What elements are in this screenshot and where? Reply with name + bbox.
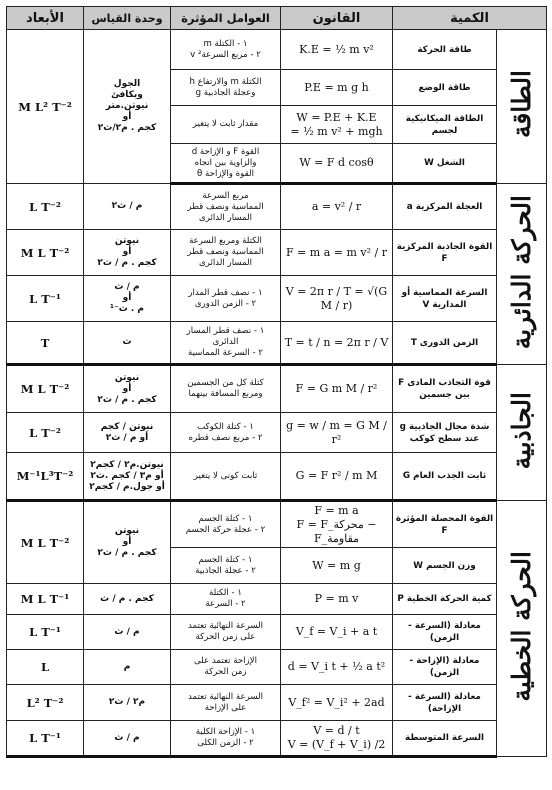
dimensions-cell [7,276,84,322]
group-title: الطاقة [507,70,536,139]
dimensions-cell [7,184,84,230]
law-cell-line: P = m v [314,592,359,605]
quantity-cell [393,615,497,650]
group-title: الجاذبية [507,391,536,470]
group-label-cell [497,501,547,757]
law-cell [281,721,393,757]
law-cell-line: F = m a = m v² / r [285,245,388,259]
quantity-cell [393,584,497,615]
dimensions-cell-line: L T⁻² [29,425,61,440]
unit-cell-line: نيوتن / كجم [100,421,154,432]
quantity-cell-line: معادلة (الإزاحة - الزمن) [409,656,480,678]
law-cell [281,413,393,453]
quantity-cell-line: معادلة (السرعة - الزمن) [408,621,481,643]
law-cell [281,453,393,501]
factors-cell [171,276,281,322]
law-cell [281,685,393,721]
quantity-cell-line: السرعة المتوسطة [404,733,485,743]
law-cell-line: g = w / m = G M / r² [286,418,387,446]
factors-cell-line: ومربع المسافة بينهما [188,389,263,399]
factors-cell-line: ٢ - السرعة المماسية [187,348,264,358]
unit-cell-line: نيوتن.متر [105,101,149,111]
factors-cell-line: ١ - كتلة الجسم [198,513,253,524]
law-cell [281,230,393,276]
unit-cell-line: كجم . م٢/ث٢ [97,123,157,133]
dimensions-cell [7,413,84,453]
unit-cell [84,584,171,615]
unit-cell [84,365,171,413]
factors-cell-line: الكتلة m والارتفاع h [189,76,262,87]
factors-cell-line: ١ - الكتلة m [203,38,248,49]
factors-cell-line: ١ - كتلة الجسم [198,554,253,565]
unit-cell-line: أو [122,293,132,303]
factors-cell-line: زمن الحركة [204,667,247,677]
unit-cell [84,230,171,276]
quantity-cell [393,365,497,413]
dimensions-cell-line: L² T⁻² [26,695,64,710]
factors-cell [171,453,281,501]
dimensions-cell-line: T [40,335,50,350]
quantity-cell [393,106,497,144]
factors-cell [171,184,281,230]
unit-cell-line: أو [122,383,132,394]
factors-cell-line: وعجلة الجاذبية g [195,87,256,98]
law-cell-line: F = m a [314,503,359,517]
law-cell-line: P.E = m g h [304,80,369,94]
quantity-cell [393,184,497,230]
unit-cell-line: م . ث⁻¹ [109,304,145,314]
factors-cell [171,365,281,413]
quantity-cell-line: معادلة (السرعة - الإزاحة) [408,691,481,714]
quantity-cell [393,453,497,501]
quantity-cell [393,650,497,685]
quantity-cell [393,322,497,365]
factors-cell-line: كتلة كل من الجسمين [187,378,264,388]
factors-cell-line: على الإزاحة [204,702,247,713]
unit-cell [84,615,171,650]
unit-cell-line: م [123,661,131,672]
law-cell-line: V_f = V_i + a t [295,625,378,638]
factors-cell [171,721,281,757]
dimensions-cell [7,30,84,184]
dimensions-cell [7,685,84,721]
factors-cell-line: الكتلة ومربع السرعة [189,236,262,246]
table-row [7,322,547,365]
factors-cell-line: مربع السرعة [202,190,249,201]
dimensions-cell [7,584,84,615]
factors-cell-line: ١ - كتلة الكوكب [197,421,254,432]
quantity-cell-line: السرعة المماسية أو المدارية V [401,287,488,310]
quantity-cell-line: الزمن الدورى T [410,337,479,348]
factors-cell-line: ٢ - مربع السرعة² v [190,49,261,60]
quantity-cell [393,685,497,721]
unit-cell-line: أو جول.م / كجم٢ [89,481,165,492]
unit-cell-line: ث [122,337,132,347]
table-row [7,276,547,322]
dimensions-cell-line: L [40,660,50,674]
law-cell-line: V = 2π r / T = √(G M / r) [285,284,388,312]
law-cell [281,615,393,650]
factors-cell [171,70,281,106]
factors-cell-line: والزاوية بين اتجاه [194,157,257,168]
table-row [7,721,547,757]
unit-cell-line: الجول [113,79,141,89]
unit-cell-line: أو م / ث٢ [105,432,149,443]
unit-cell-line: كجم . م / ث [100,593,154,604]
table-row [7,365,547,413]
factors-cell-line: الإزاحة تعتمد على [194,656,257,666]
header-quantity: الكمية [393,7,547,30]
law-cell [281,548,393,584]
table-row [7,184,547,230]
quantity-cell-line: الشغل W [424,158,465,168]
factors-cell-line: ٢ - عجلة حركة الجسم [185,524,266,535]
dimensions-cell [7,365,84,413]
table-row [7,650,547,685]
quantity-cell-line: ثابت الجذب العام G [402,471,487,481]
factors-cell-line: على زمن الحركة [195,632,256,642]
dimensions-cell [7,322,84,365]
unit-cell-line: أو م٣ / كجم .ث٢ [90,470,164,481]
table-row [7,453,547,501]
table-row [7,30,547,70]
factors-cell [171,615,281,650]
factors-cell-line: السرعة النهائية تعتمد [188,691,263,702]
factors-cell [171,230,281,276]
quantity-cell-line: العجلة المركزية a [406,202,483,212]
unit-cell-line: كجم . م / ث٢ [97,548,157,558]
unit-cell [84,322,171,365]
factors-cell-line: ١ - نصف قطر المسار [186,326,265,336]
header-row [7,7,547,30]
law-cell [281,650,393,685]
dimensions-cell [7,721,84,757]
group-label-cell [497,365,547,501]
header-dimensions: الأبعاد [7,7,84,30]
law-cell-line: F = G m M / r² [295,382,378,395]
table-row [7,615,547,650]
factors-cell-line: القوة F و الإزاحة d [191,146,260,157]
group-title: الحركة الدائرية [507,194,536,350]
factors-cell-line: ١ - الإزاحة الكلية [195,727,256,737]
factors-cell-line: ٢ - عجلة الجاذبية [195,565,256,576]
factors-cell-line: المماسية ونصف قطر [187,201,264,212]
table-row [7,501,547,548]
dimensions-cell-line: L T⁻¹ [29,625,61,639]
quantity-cell-line: كمية الحركة الخطية P [397,594,492,604]
factors-cell [171,548,281,584]
quantity-cell-line: شدة مجال الجاذبية g عند سطح كوكب [399,421,490,444]
law-cell-line: W = m g [312,558,361,572]
unit-cell-line: م / ث [114,626,140,637]
quantity-cell [393,144,497,184]
factors-cell [171,106,281,144]
factors-cell [171,144,281,184]
unit-cell-line: نيوتن.م٢ / كجم٢ [90,459,164,470]
law-cell-line: = ½ m v² + mgh [290,124,383,138]
quantity-cell [393,548,497,584]
unit-cell-line: ويكافئ [111,90,143,100]
quantity-cell [393,30,497,70]
factors-cell-line: ثابت كونى لا يتغير [193,470,258,481]
law-cell [281,106,393,144]
unit-cell-line: م٢ / ث٢ [108,697,146,707]
dimensions-cell [7,615,84,650]
factors-cell [171,322,281,365]
dimensions-cell-line: L T⁻¹ [29,291,61,306]
unit-cell-line: م / ث [114,732,140,743]
factors-cell-line: ٢ - مربع نصف قطره [188,432,263,443]
group-label-cell [497,184,547,365]
quantity-cell-line: القوة الجاذبة المركزية F [396,241,493,264]
quantity-cell [393,721,497,757]
factors-cell [171,584,281,615]
dimensions-cell [7,501,84,584]
factors-cell-line: المسار الدائرى [199,258,252,268]
factors-cell [171,501,281,548]
factors-cell-line: مقدار ثابت لا يتغير [192,119,259,129]
unit-cell-line: نيوتن [114,236,140,246]
quantity-cell-line: طاقة الوضع [418,82,471,93]
table-row [7,413,547,453]
law-cell-line: W = F d cosθ [299,156,374,169]
unit-cell [84,650,171,685]
unit-cell-line: أو [122,112,132,122]
quantity-cell [393,501,497,548]
quantity-cell [393,230,497,276]
law-cell [281,501,393,548]
header-factors: العوامل المؤثرة [171,7,281,30]
dimensions-cell-line: M L² T⁻² [18,99,72,114]
table-row [7,230,547,276]
unit-cell-line: م / ث [114,282,140,292]
quantity-cell [393,70,497,106]
dimensions-cell-line: M L T⁻¹ [20,592,70,606]
factors-cell-line: ٢ - الزمن الدورى [194,298,257,309]
law-cell [281,184,393,230]
factors-cell [171,685,281,721]
law-cell [281,276,393,322]
law-cell [281,30,393,70]
law-cell-line: a = v² / r [311,200,362,213]
factors-cell-line: ٢ - الزمن الكلى [197,738,254,748]
dimensions-cell-line: M L T⁻² [20,382,70,396]
quantity-cell-line: الطاقة الميكانيكية لجسم [405,113,484,136]
dimensions-cell-line: M L T⁻² [20,245,70,260]
unit-cell [84,501,171,584]
quantity-cell-line: وزن الجسم W [413,560,476,571]
law-cell-line: W = P.E + K.E [296,110,377,124]
law-cell [281,584,393,615]
factors-cell-line: ٢ - السرعة [205,599,246,609]
dimensions-cell [7,453,84,501]
group-title: الحركة الخطية [507,551,536,702]
unit-cell-line: أو [122,537,132,547]
law-cell-line: F = F_محركة − F_مقاومة [296,517,377,545]
factors-cell [171,30,281,70]
unit-cell-line: كجم . م / ث٢ [97,258,157,268]
dimensions-cell-line: M⁻¹L³T⁻² [16,469,74,483]
table-row [7,584,547,615]
dimensions-cell-line: L T⁻¹ [29,731,61,745]
unit-cell [84,685,171,721]
law-cell-line: V = (V_f + V_i) /2 [287,738,386,751]
dimensions-cell-line: L T⁻² [29,199,61,214]
unit-cell [84,276,171,322]
unit-cell-line: نيوتن [114,526,140,536]
unit-cell [84,413,171,453]
factors-cell-line: الدائرى [212,337,239,347]
law-cell-line: G = F r² / m M [295,469,378,482]
physics-summary-sheet [6,6,546,758]
factors-cell [171,413,281,453]
law-cell [281,70,393,106]
dimensions-cell [7,230,84,276]
law-cell [281,322,393,365]
law-cell-line: V_f² = V_i² + 2ad [288,695,385,709]
law-cell-line: V = d / t [313,724,360,737]
dimensions-cell-line: M L T⁻² [20,535,70,550]
unit-cell [84,721,171,757]
law-cell-line: T = t / n = 2π r / V [284,335,389,349]
unit-cell-line: كجم . م / ث٢ [97,394,157,405]
unit-cell [84,184,171,230]
factors-cell [171,650,281,685]
unit-cell-line: نيوتن [114,372,140,383]
quantity-cell-line: طاقة الحركة [417,44,472,55]
header-unit: وحدة القياس [84,7,171,30]
unit-cell-line: أو [122,247,132,257]
factors-cell-line: ١ - الكتلة [209,588,242,598]
physics-laws-table [6,6,547,758]
table-row [7,685,547,721]
law-cell-line: K.E = ½ m v² [299,42,374,56]
factors-cell-line: ١ - نصف قطر المدار [188,287,263,298]
factors-cell-line: القوة والإزاحة θ [197,168,254,179]
unit-cell-line: م / ث٢ [111,201,143,211]
law-cell-line: d = V_i t + ½ a t² [287,660,386,673]
law-cell [281,365,393,413]
group-label-cell [497,30,547,184]
factors-cell-line: السرعة النهائية تعتمد [188,621,263,631]
law-cell [281,144,393,184]
dimensions-cell [7,650,84,685]
quantity-cell [393,413,497,453]
factors-cell-line: المسار الدائرى [199,212,252,223]
quantity-cell-line: قوة التجاذب المادى F بين جسمين [398,378,491,400]
unit-cell [84,30,171,184]
quantity-cell-line: القوة المحصلة المؤثرة F [395,513,494,536]
unit-cell [84,453,171,501]
quantity-cell [393,276,497,322]
factors-cell-line: المماسية ونصف قطر [187,247,264,257]
header-law: القانون [281,7,393,30]
